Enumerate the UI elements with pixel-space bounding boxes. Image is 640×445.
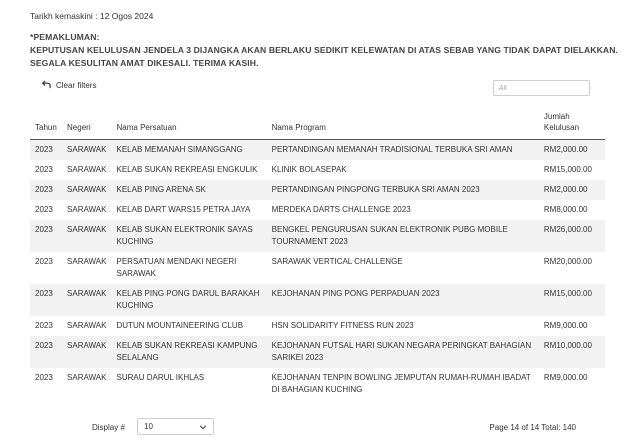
cell-program: MERDEKA DARTS CHALLENGE 2023 — [267, 200, 539, 220]
cell-persatuan: KELAB MEMANAH SIMANGGANG — [112, 140, 267, 161]
cell-program: PERTANDINGAN PINGPONG TERBUKA SRI AMAN 2023 — [267, 180, 539, 200]
cell-persatuan: KELAB SUKAN REKREASI ENGKULIK — [112, 160, 267, 180]
cell-tahun: 2023 — [30, 160, 62, 180]
cell-program: HSN SOLIDARITY FITNESS RUN 2023 — [267, 316, 539, 336]
column-header-jumlah-kelulusan[interactable] — [539, 107, 605, 140]
cell-tahun: 2023 — [30, 180, 62, 200]
cell-program: KLINIK BOLASEPAK — [267, 160, 539, 180]
display-label: Display # — [92, 423, 125, 432]
cell-program: SARAWAK VERTICAL CHALLENGE — [267, 252, 539, 284]
cell-tahun: 2023 — [30, 140, 62, 161]
table-header-row — [30, 107, 605, 140]
cell-program: BENGKEL PENGURUSAN SUKAN ELEKTRONIK PUBG MOBILE TOURNAMENT 2023 — [267, 220, 539, 252]
notice-line-2: SEGALA KESULITAN AMAT DIKESALI. TERIMA KASIH. — [30, 58, 259, 68]
cell-tahun: 2023 — [30, 368, 62, 400]
clear-filters-button[interactable] — [42, 80, 96, 91]
cell-jumlah: RM20,000.00 — [539, 252, 605, 284]
cell-negeri: SARAWAK — [62, 252, 111, 284]
chevron-down-icon — [199, 423, 207, 431]
table-footer — [0, 418, 640, 438]
cell-negeri: SARAWAK — [62, 368, 111, 400]
cell-tahun: 2023 — [30, 284, 62, 316]
notice-heading: *PEMAKLUMAN: — [30, 32, 100, 42]
column-header-nama-program[interactable]: Nama Program — [267, 107, 539, 140]
cell-negeri: SARAWAK — [62, 200, 111, 220]
column-header-nama-persatuan[interactable]: Nama Persatuan — [112, 107, 267, 140]
cell-jumlah: RM10,000.00 — [539, 336, 605, 368]
cell-tahun: 2023 — [30, 220, 62, 252]
cell-program: KEJOHANAN PING PONG PERPADUAN 2023 — [267, 284, 539, 316]
cell-program: KEJOHANAN TENPIN BOWLING JEMPUTAN RUMAH-RUMAH IBADAT DI BAHAGIAN KUCHING — [267, 368, 539, 400]
display-count-select[interactable] — [137, 418, 214, 435]
cell-persatuan: KELAB PING ARENA SK — [112, 180, 267, 200]
cell-jumlah: RM9,000.00 — [539, 368, 605, 400]
clear-filters-label: Clear filters — [56, 81, 97, 90]
cell-jumlah: RM2,000.00 — [539, 140, 605, 161]
cell-persatuan: DUTUN MOUNTAINEERING CLUB — [112, 316, 267, 336]
cell-jumlah: RM2,000.00 — [539, 180, 605, 200]
cell-negeri: SARAWAK — [62, 316, 111, 336]
table-row — [30, 160, 605, 180]
cell-persatuan: KELAB DART WARS15 PETRA JAYA — [112, 200, 267, 220]
table-row — [30, 368, 605, 400]
cell-jumlah: RM8,000.00 — [539, 200, 605, 220]
cell-negeri: SARAWAK — [62, 140, 111, 161]
cell-jumlah: RM15,000.00 — [539, 160, 605, 180]
cell-program: PERTANDINGAN MEMANAH TRADISIONAL TERBUKA SRI AMAN — [267, 140, 539, 161]
cell-persatuan: SURAU DARUL IKHLAS — [112, 368, 267, 400]
cell-negeri: SARAWAK — [62, 180, 111, 200]
cell-persatuan: PERSATUAN MENDAKI NEGERI SARAWAK — [112, 252, 267, 284]
notice-line-1: KEPUTUSAN KELULUSAN JENDELA 3 DIJANGKA AKAN BERLAKU SEDIKIT KELEWATAN DI ATAS SEBAB YANG TIDAK DAPAT DIELAKKAN. — [30, 45, 619, 55]
cell-tahun: 2023 — [30, 316, 62, 336]
cell-jumlah: RM15,000.00 — [539, 284, 605, 316]
table-row — [30, 140, 605, 161]
undo-arrow-icon — [42, 80, 51, 91]
last-updated-text: Tarikh kemaskini : 12 Ogos 2024 — [30, 11, 154, 21]
display-count-value: 10 — [144, 422, 153, 431]
table-row — [30, 200, 605, 220]
notice-block — [30, 31, 620, 70]
table-row — [30, 220, 605, 252]
cell-negeri: SARAWAK — [62, 220, 111, 252]
cell-tahun: 2023 — [30, 200, 62, 220]
table-row — [30, 180, 605, 200]
table-row — [30, 252, 605, 284]
table-row — [30, 284, 605, 316]
cell-jumlah: RM26,000.00 — [539, 220, 605, 252]
cell-persatuan: KELAB SUKAN ELEKTRONIK SAYAS KUCHING — [112, 220, 267, 252]
cell-negeri: SARAWAK — [62, 336, 111, 368]
cell-tahun: 2023 — [30, 252, 62, 284]
cell-jumlah: RM9,000.00 — [539, 316, 605, 336]
column-header-negeri[interactable]: Negeri — [62, 107, 111, 140]
search-input[interactable] — [493, 80, 590, 96]
column-header-jumlah-line1: Jumlah — [543, 112, 570, 121]
table-row — [30, 336, 605, 368]
cell-program: KEJOHANAN FUTSAL HARI SUKAN NEGARA PERINGKAT BAHAGIAN SARIKEI 2023 — [267, 336, 539, 368]
column-header-tahun[interactable]: Tahun — [30, 107, 62, 140]
cell-tahun: 2023 — [30, 336, 62, 368]
table-row — [30, 316, 605, 336]
cell-persatuan: KELAB PING PONG DARUL BARAKAH KUCHING — [112, 284, 267, 316]
pagination-info: Page 14 of 14 Total: 140 — [489, 423, 576, 432]
column-header-jumlah-line2: Kelulusan — [543, 123, 580, 132]
cell-negeri: SARAWAK — [62, 284, 111, 316]
cell-persatuan: KELAB SUKAN REKREASI KAMPUNG SELALANG — [112, 336, 267, 368]
cell-negeri: SARAWAK — [62, 160, 111, 180]
approvals-table — [30, 107, 605, 400]
